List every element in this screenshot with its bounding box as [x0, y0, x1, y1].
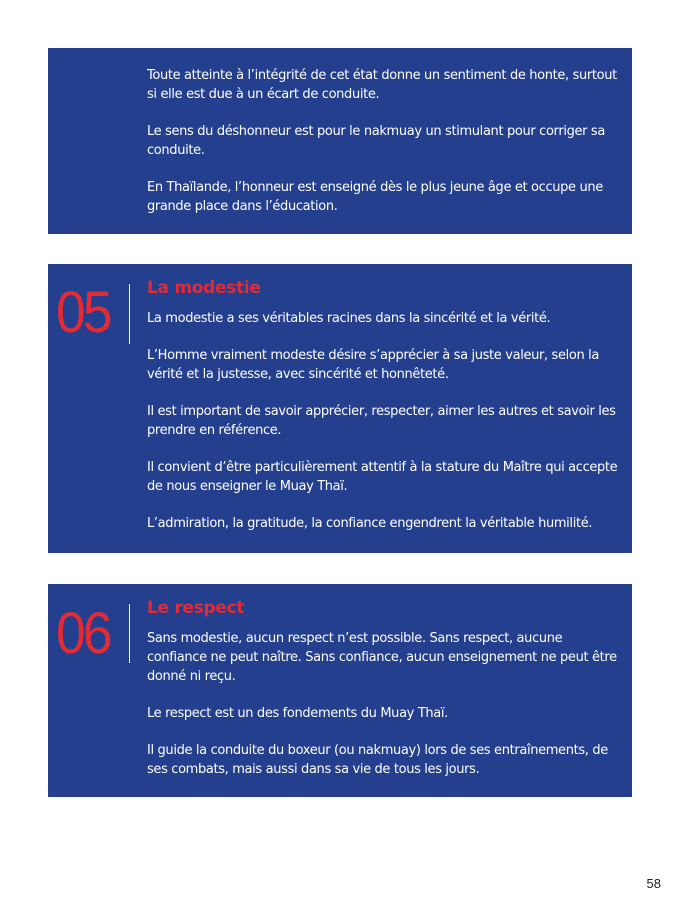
- paragraph: Il convient d’être particulièrement attentif à la stature du Maître qui accepte de nous enseigner le Muay Thaï.: [147, 460, 618, 494]
- paragraph: Il guide la conduite du boxeur (ou nakmuay) lors de ses entraînements, de ses combats, mais aussi dans sa vie de tous les jours.: [147, 743, 608, 777]
- respect-body: [147, 629, 625, 779]
- paragraph: La modestie a ses véritables racines dans la sincérité et la vérité.: [147, 311, 551, 326]
- paragraph: Toute atteinte à l’intégrité de cet état donne un sentiment de honte, surtout si elle est due à un écart de conduite.: [147, 68, 617, 102]
- modestie-panel: [48, 264, 632, 553]
- page-number: 58: [646, 876, 661, 891]
- section-number: 05: [56, 280, 110, 345]
- divider-line: [129, 604, 130, 663]
- respect-panel: [48, 584, 632, 797]
- paragraph: En Thaïlande, l’honneur est enseigné dès le plus jeune âge et occupe une grande place dans l’éducation.: [147, 180, 603, 214]
- paragraph: Le respect est un des fondements du Muay Thaï.: [147, 706, 448, 721]
- honneur-panel: [48, 48, 632, 234]
- paragraph: Il est important de savoir apprécier, respecter, aimer les autres et savoir les prendre en référence.: [147, 404, 616, 438]
- section-title: La modestie: [147, 278, 261, 298]
- paragraph: L’admiration, la gratitude, la confiance engendrent la véritable humilité.: [147, 516, 593, 531]
- modestie-body: [147, 309, 625, 533]
- honneur-body: [147, 66, 625, 216]
- paragraph: Le sens du déshonneur est pour le nakmuay un stimulant pour corriger sa conduite.: [147, 124, 605, 158]
- section-number: 06: [56, 601, 110, 666]
- paragraph: L’Homme vraiment modeste désire s’apprécier à sa juste valeur, selon la vérité et la justesse, avec sincérité et honnêteté.: [147, 348, 600, 382]
- paragraph: Sans modestie, aucun respect n’est possible. Sans respect, aucune confiance ne peut naître. Sans confiance, aucun enseignement ne peut être donné ni reçu.: [147, 631, 617, 684]
- section-title: Le respect: [147, 598, 245, 618]
- divider-line: [129, 284, 130, 344]
